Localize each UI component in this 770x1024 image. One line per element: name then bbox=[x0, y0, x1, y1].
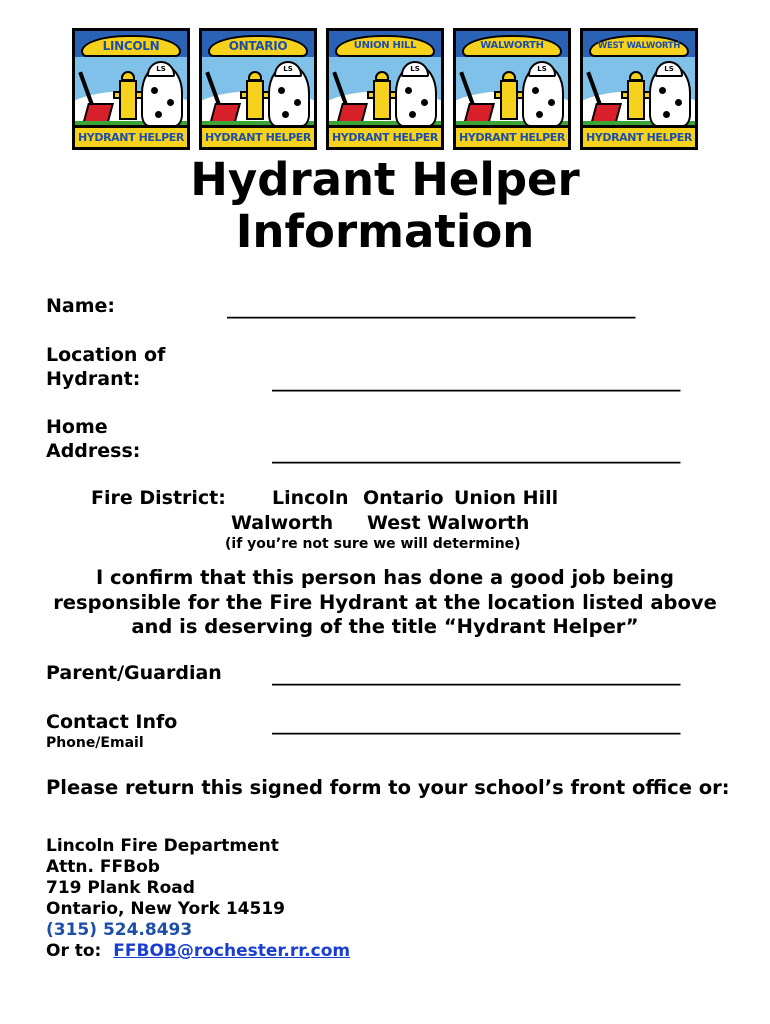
badge-ontario bbox=[199, 28, 317, 150]
badge-banner bbox=[462, 35, 562, 57]
email-line bbox=[46, 941, 350, 962]
badge-town-label: UNION HILL bbox=[353, 40, 417, 51]
location-label-line-1: Location of bbox=[46, 344, 166, 366]
name-label: Name: bbox=[46, 295, 116, 317]
badge-banner bbox=[81, 35, 181, 57]
helmet-icon: LS bbox=[401, 61, 429, 77]
hydrant-icon bbox=[498, 71, 520, 123]
page-title bbox=[0, 154, 770, 258]
phone-number: (315) 524.8493 bbox=[46, 920, 193, 940]
helmet-icon: LS bbox=[274, 61, 302, 77]
helmet-icon: LS bbox=[655, 61, 683, 77]
email-link[interactable]: FFBOB@rochester.rr.com bbox=[113, 941, 351, 961]
home-label-line-1: Home bbox=[46, 416, 108, 438]
hydrant-icon bbox=[625, 71, 647, 123]
badge-banner bbox=[589, 35, 689, 57]
badge-footer-label: HYDRANT HELPER bbox=[458, 131, 565, 144]
return-instructions: Please return this signed form to your school’s front office or: bbox=[46, 776, 730, 799]
district-note: (if you’re not sure we will determine) bbox=[225, 536, 521, 552]
district-option-west-walworth[interactable]: West Walworth bbox=[367, 512, 530, 534]
badge-walworth bbox=[453, 28, 571, 150]
badge-row bbox=[72, 28, 698, 150]
helmet-icon: LS bbox=[528, 61, 556, 77]
district-option-walworth[interactable]: Walworth bbox=[231, 512, 334, 534]
badge-footer-label: HYDRANT HELPER bbox=[585, 131, 692, 144]
helmet-icon: LS bbox=[147, 61, 175, 77]
badge-footer-label: HYDRANT HELPER bbox=[77, 131, 184, 144]
badge-town-label: ONTARIO bbox=[228, 39, 288, 53]
contact-info-label: Contact Info bbox=[46, 711, 178, 733]
contact-info-sublabel: Phone/Email bbox=[46, 735, 144, 751]
title-line-2: Information bbox=[235, 205, 535, 258]
badge-footer-label: HYDRANT HELPER bbox=[204, 131, 311, 144]
address-line-3: 719 Plank Road bbox=[46, 878, 195, 898]
home-address-field[interactable]: ___________________________________________ bbox=[272, 442, 681, 464]
badge-town-label: WEST WALWORTH bbox=[597, 41, 681, 51]
badge-banner bbox=[208, 35, 308, 57]
hydrant-icon bbox=[371, 71, 393, 123]
badge-union-hill bbox=[326, 28, 444, 150]
address-line-2: Attn. FFBob bbox=[46, 857, 160, 877]
badge-town-label: WALWORTH bbox=[480, 40, 544, 51]
location-label-line-2: Hydrant: bbox=[46, 368, 141, 390]
badge-banner bbox=[335, 35, 435, 57]
location-field[interactable]: ___________________________________________ bbox=[272, 370, 681, 392]
address-line-4: Ontario, New York 14519 bbox=[46, 899, 285, 919]
parent-guardian-field[interactable]: ___________________________________________ bbox=[272, 664, 681, 686]
contact-info-field[interactable]: ___________________________________________ bbox=[272, 713, 681, 735]
title-line-1: Hydrant Helper bbox=[190, 153, 580, 206]
district-option-union-hill[interactable]: Union Hill bbox=[454, 487, 559, 509]
confirmation-statement: I confirm that this person has done a good job being responsible for the Fire Hydrant at the location listed above and is deserving of the title “Hydrant Helper” bbox=[53, 566, 717, 638]
district-option-ontario[interactable]: Ontario bbox=[363, 487, 444, 509]
hydrant-icon bbox=[244, 71, 266, 123]
or-to-label: Or to: bbox=[46, 941, 102, 961]
hydrant-icon bbox=[117, 71, 139, 123]
badge-town-label: LINCOLN bbox=[102, 39, 160, 53]
badge-footer-label: HYDRANT HELPER bbox=[331, 131, 438, 144]
parent-guardian-label: Parent/Guardian bbox=[46, 662, 222, 684]
home-label-line-2: Address: bbox=[46, 440, 141, 462]
address-line-1: Lincoln Fire Department bbox=[46, 836, 279, 856]
name-field[interactable]: ___________________________________________ bbox=[227, 297, 636, 319]
badge-lincoln bbox=[72, 28, 190, 150]
badge-west-walworth bbox=[580, 28, 698, 150]
fire-district-label: Fire District: bbox=[91, 487, 226, 509]
district-option-lincoln[interactable]: Lincoln bbox=[272, 487, 349, 509]
